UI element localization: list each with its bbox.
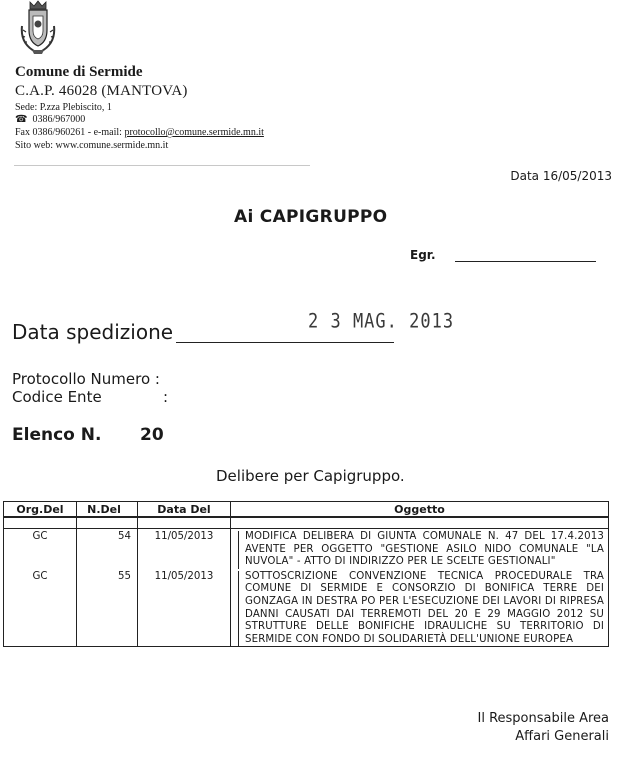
table-row — [4, 529, 609, 569]
cell-subject: MODIFICA DELIBERA DI GIUNTA COMUNALE N. 47 DEL 17.4.2013 AVENTE PER OGGETTO "GESTIONE ASILO NIDO COMUNALE "LA NUVOLA" - ATTO DI INDIRIZZO PER LE SCELTE GESTIONALI" — [238, 531, 604, 569]
table-spacer-row — [4, 517, 609, 529]
egr-blank-line — [455, 261, 596, 262]
header-divider — [14, 165, 310, 166]
cell-org: GC — [4, 569, 77, 647]
website-line: Sito web: www.comune.sermide.mn.it — [15, 140, 169, 151]
signature-role-line1: Il Responsabile Area — [477, 711, 609, 726]
column-header-org: Org.Del — [4, 502, 77, 518]
table-row — [4, 569, 609, 647]
telephone-line — [15, 114, 85, 126]
municipal-crest-icon — [20, 0, 56, 56]
address-line: Sede: P.zza Plebiscito, 1 — [15, 102, 112, 113]
telephone-icon: ☎ — [15, 114, 28, 125]
resolutions-table — [3, 501, 609, 647]
date-stamp: 2 3 MAG. 2013 — [308, 310, 455, 333]
protocol-number-label: Protocollo Numero : — [12, 370, 160, 388]
cell-number: 54 — [77, 529, 138, 569]
column-header-number: N.Del — [77, 502, 138, 518]
cell-subject-wrap — [231, 529, 609, 569]
entity-code-label: Codice Ente — [12, 388, 102, 406]
document-date: Data 16/05/2013 — [510, 169, 612, 183]
list-number-label: Elenco N. — [12, 425, 102, 445]
fax-email-line — [15, 127, 264, 139]
list-subtitle: Delibere per Capigruppo. — [216, 467, 405, 485]
table-header-row — [4, 502, 609, 518]
cell-date: 11/05/2013 — [138, 529, 231, 569]
column-header-date: Data Del — [138, 502, 231, 518]
fax-label: Fax 0386/960261 - e-mail: — [15, 127, 125, 138]
egr-label: Egr. — [410, 248, 436, 262]
cell-subject-wrap — [231, 569, 609, 647]
email-link[interactable]: protocollo@comune.sermide.mn.it — [124, 127, 264, 138]
cell-subject: SOTTOSCRIZIONE CONVENZIONE TECNICA PROCEDURALE TRA COMUNE DI SERMIDE E CONSORZIO DI BONIFICA TERRE DEI GONZAGA IN DESTRA PO PER L'ESECUZIONE DEI LAVORI DI RIPRESA DANNI CAUSATI DAI TERREMOTI DEL 20 E 29 MAGGIO 2012 SU STRUTTURE DELLE BONIFICHE IDRAULICHE SU TERRITORIO DI SERMIDE CON FONDO DI SOLIDARIETÀ DELL'UNIONE EUROPEA — [238, 571, 604, 647]
organization-name: Comune di Sermide — [15, 64, 143, 80]
entity-code-colon: : — [163, 388, 169, 406]
telephone-number: 0386/967000 — [32, 114, 86, 125]
shipping-date-label: Data spedizione — [12, 320, 174, 344]
column-header-subject: Oggetto — [231, 502, 609, 518]
cell-number: 55 — [77, 569, 138, 647]
cell-org: GC — [4, 529, 77, 569]
postal-code-line: C.A.P. 46028 (MANTOVA) — [15, 83, 188, 99]
signature-role-line2: Affari Generali — [515, 729, 609, 744]
list-number-value: 20 — [140, 425, 164, 445]
shipping-date-line — [176, 342, 394, 343]
cell-date: 11/05/2013 — [138, 569, 231, 647]
recipient-title: Ai CAPIGRUPPO — [234, 207, 388, 227]
